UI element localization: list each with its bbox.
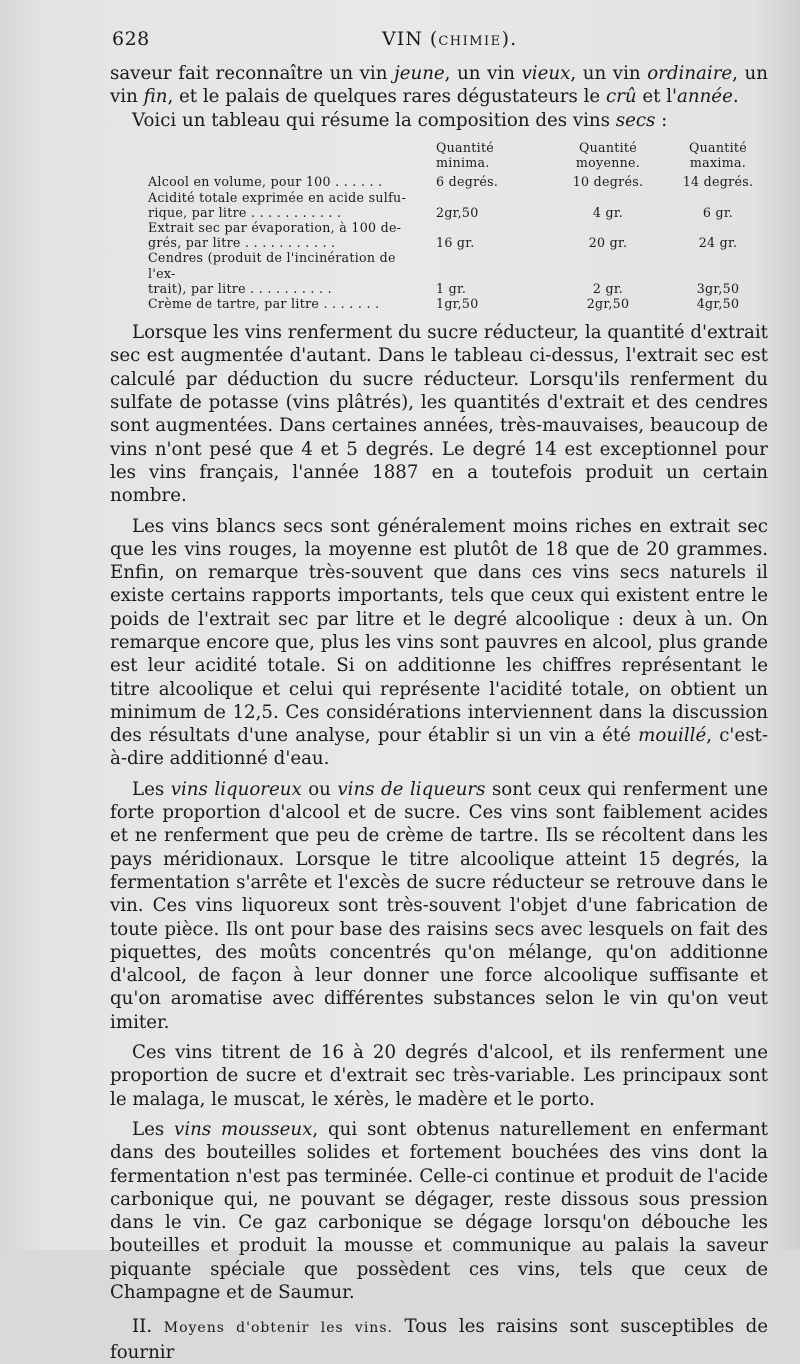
table-row <box>148 296 768 311</box>
cell-max: 14 degrés. <box>682 174 754 190</box>
cell-min: 1gr,50 <box>436 295 479 311</box>
paragraph-sucre-reducteur: Lorsque les vins renferment du sucre réducteur, la quantité d'extrait sec est augmentée d'autant. Dans le tableau ci-dessus, l'extrait sec est calculé par déduction du sucre réducteur. Lorsqu'ils renferment du sulfate de potasse (vins plâtrés), les quantités d'extrait et des cendres sont augmentées. Dans certaines années, très-mauvaises, beaucoup de vins n'ont pesé que 4 et 5 degrés. Le degré 14 est exceptionnel pour les vins français, l'année 1887 en a toutefois produit un certain nombre. <box>110 322 768 507</box>
page-number: 628 <box>112 28 150 50</box>
section-heading-moyens: II. Moyens d'obtenir les vins. Tous les raisins sont susceptibles de fournir <box>110 1316 769 1363</box>
paragraph-vins-liquoreux: Les vins liquoreux ou vins de liqueurs sont ceux qui renferment une forte proportion d'alcool et de sucre. Ces vins sont faiblement acides et ne renferment que peu de crème de tartre. Ils se récoltent dans les pays méridionaux. Lorsque le titre alcoolique atteint 15 degrés, la fermentation s'arrête et l'excès de sucre réducteur se retrouve dans le vin. Ces vins liquoreux sont très-souvent l'objet d'une fabrication de toute pièce. Ils ont pour base des raisins secs avec lesquels on fait des piquettes, des moûts concentrés qu'on mélange, qu'on additionne d'alcool, de façon à leur donner une force alcoolique suffisante et qu'on aromatise avec différentes substances selon le vin qu'on veut imiter. <box>110 778 768 1033</box>
running-title: VIN (CHIMIE). <box>382 28 518 50</box>
table-row <box>148 190 768 220</box>
cell-moy: 4 gr. <box>592 204 624 220</box>
page-body <box>110 62 768 1364</box>
table-header-maxima: Quantité maxima. <box>688 139 748 171</box>
paragraph-intro: saveur fait reconnaître un vin jeune, un vin vieux, un vin ordinaire, un vin fin, et le palais de quelques rares dégustateurs le crû et l'année. <box>110 63 768 108</box>
cell-moy: 20 gr. <box>588 235 628 251</box>
cell-max: 4gr,50 <box>696 295 740 311</box>
table-row <box>148 174 768 189</box>
cell-max: 3gr,50 <box>696 280 740 296</box>
paragraph-table-intro: Voici un tableau qui résume la composition des vins secs : <box>132 109 668 131</box>
running-header <box>112 26 770 56</box>
table-header-minima: Quantité minima. <box>436 139 495 171</box>
row-label-cendres: Cendres (produit de l'incinération de l'ex- trait), par litre . . . . . . . . . . <box>148 250 396 296</box>
table-row <box>148 220 768 250</box>
row-label-alcool: Alcool en volume, pour 100 . . . . . . <box>148 174 383 190</box>
table-header-row <box>148 140 768 174</box>
cell-min: 6 degrés. <box>436 174 499 190</box>
paragraph-vins-mousseux: Les vins mousseux, qui sont obtenus naturellement en enfermant dans des bouteilles solides et fortement bouchées des vins dont la fermentation n'est pas terminée. Celle-ci continue et produit de l'acide carbonique qui, ne pouvant se dégager, reste dissous sous pression dans le vin. Ce gaz carbonique se dégage lorsqu'on débouche les bouteilles et produit la mousse et communique au palais la saveur piquante spéciale que possèdent ces vins, tels que ceux de Champagne et de Saumur. <box>110 1118 768 1303</box>
cell-max: 6 gr. <box>702 204 734 220</box>
row-label-extrait: Extrait sec par évaporation, à 100 de- grés, par litre . . . . . . . . . . . <box>148 219 402 251</box>
composition-table <box>148 140 768 311</box>
cell-moy: 10 degrés. <box>572 174 644 190</box>
paragraph-titrage: Ces vins titrent de 16 à 20 degrés d'alcool, et ils renferment une proportion de sucre et d'extrait sec très-variable. Les principaux sont le malaga, le muscat, le xérès, le madère et le porto. <box>110 1042 768 1110</box>
row-label-acidite: Acidité totale exprimée en acide sulfu- rique, par litre . . . . . . . . . . . <box>148 189 406 220</box>
cell-max: 24 gr. <box>698 235 738 251</box>
cell-moy: 2 gr. <box>592 280 624 296</box>
table-row <box>148 250 768 296</box>
table-header-moyenne: Quantité moyenne. <box>575 139 641 171</box>
cell-min: 16 gr. <box>436 235 475 251</box>
row-label-creme-tartre: Crème de tartre, par litre . . . . . . . <box>148 295 380 311</box>
paragraph-vins-blancs: Les vins blancs secs sont généralement moins riches en extrait sec que les vins rouges, la moyenne est plutôt de 18 que de 20 grammes. Enfin, on remarque très-souvent que dans ces vins secs naturels il existe certains rapports importants, tels que ceux qui existent entre le poids de l'extrait sec par litre et le degré alcoolique : deux à un. On remarque encore que, plus les vins sont pauvres en alcool, plus grande est leur acidité totale. Si on additionne les chiffres représentant le titre alcoolique et celui qui représente l'acidité totale, on obtient un minimum de 12,5. Ces considérations interviennent dans la discussion des résultats d'une analyse, pour établir si un vin a été mouillé, c'est-à-dire additionné d'eau. <box>110 515 768 770</box>
cell-min: 2gr,50 <box>436 204 479 220</box>
cell-moy: 2gr,50 <box>586 295 630 311</box>
cell-min: 1 gr. <box>436 280 467 296</box>
